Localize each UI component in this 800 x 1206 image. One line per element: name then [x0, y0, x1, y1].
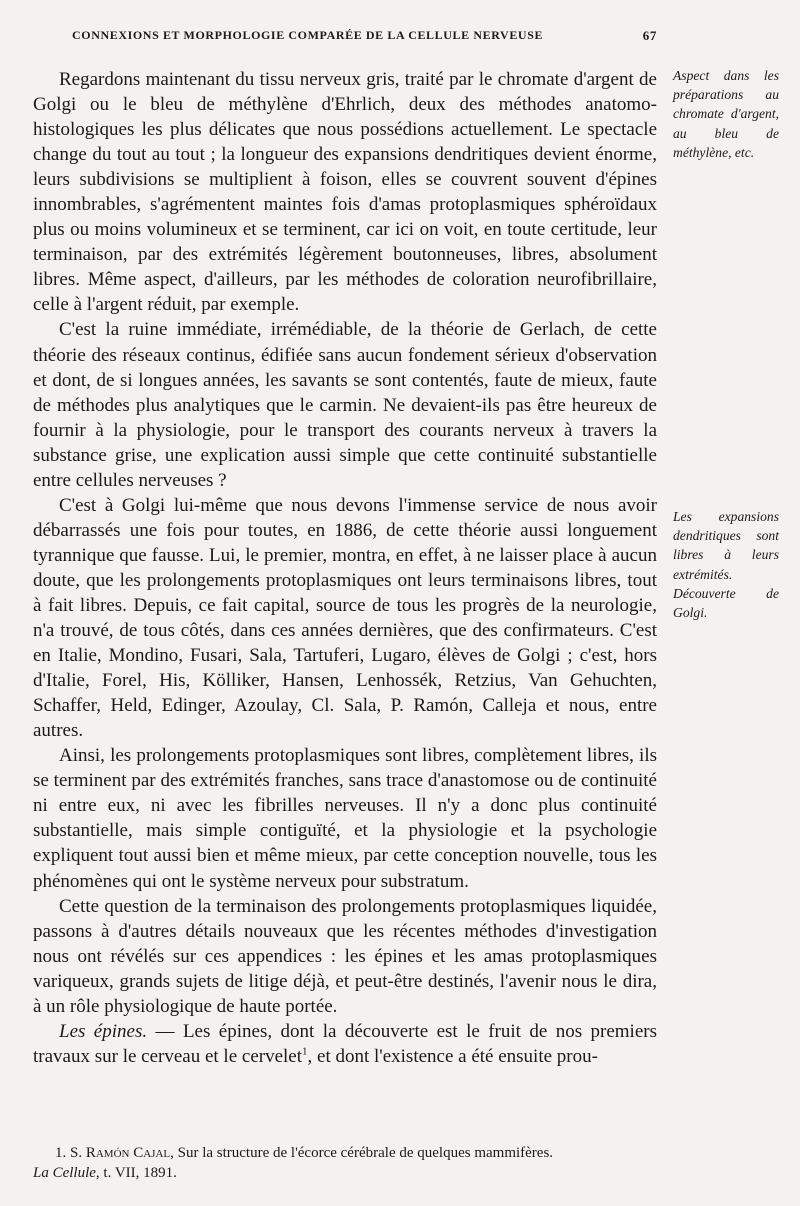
footnote-details: , t. VII, 1891.: [95, 1165, 177, 1181]
margin-note-2: Les expansions dendritiques sont libres à leurs extrémités. Découverte de Golgi.: [673, 509, 779, 621]
footnote: [33, 1143, 657, 1183]
footnote-author: S. Ramón Cajal: [70, 1145, 171, 1161]
running-title: CONNEXIONS ET MORPHOLOGIE COMPARÉE DE LA CELLULE NERVEUSE: [72, 28, 544, 42]
running-head: [72, 28, 657, 48]
body-text: [33, 67, 657, 1069]
paragraph-6: [33, 1019, 657, 1069]
footnote-line-1: [33, 1143, 657, 1163]
section-lead: Les épines.: [59, 1020, 148, 1042]
paragraph-5: Cette question de la terminaison des prolongements protoplasmiques liquidée, passons à d'autres détails nouveaux que les récentes méthodes d'investigation nous ont révélés sur ces appendices : les épines et les amas protoplasmiques variqueux, grands sujets de litige déjà, et peut-être destinés, l'avenir nous le dira, à un rôle physiologique de haute portée.: [33, 895, 657, 1017]
footnote-number: 1.: [55, 1145, 67, 1161]
footnote-reference[interactable]: 1: [302, 1045, 308, 1058]
page-number: 67: [642, 28, 657, 43]
paragraph-1: Regardons maintenant du tissu nerveux gris, traité par le chromate d'argent de Golgi ou le bleu de méthylène d'Ehrlich, deux des méthodes anatomo-histologiques les plus délicates que nous possédions actuellement. Le spectacle change du tout au tout ; la longueur des expansions dendritiques devient énorme, leurs subdivisions se multiplient à foison, elles se couvrent souvent d'épines innombrables, s'agrémentent maintes fois d'amas protoplasmiques sphéroïdaux plus ou moins volumineux et se terminent, car ici on voit, en toute certitude, leur terminaison, par des extrémités légèrement boutonneuses, libres, absolument libres. Même aspect, d'ailleurs, par les méthodes de coloration neurofibrillaire, celle à l'argent réduit, par exemple.: [33, 69, 657, 316]
paragraph-4: Ainsi, les prolongements protoplasmiques sont libres, complètement libres, ils se terminent par des extrémités franches, sans trace d'anastomose ou de continuité ni entre eux, ni avec les fibrilles nerveuses. Il n'y a donc plus continuité substantielle, mais simple contiguïté, et la physiologie et la psychologie expliquent tout aussi bien et même mieux, par cette conception nouvelle, tous les phénomènes qui ont le système nerveux pour substratum.: [33, 745, 657, 892]
paragraph-6-text: — Les épines, dont la découverte est le fruit de nos premiers travaux sur le cerveau et le cervelet: [33, 1020, 657, 1067]
paragraph-3: C'est à Golgi lui-même que nous devons l'immense service de nous avoir débarrassés une fois pour toutes, en 1886, de cette théorie aussi longuement tyrannique que fausse. Lui, le premier, montra, en effet, à ne laisser place à aucun doute, que les prolongements protoplasmiques ont leurs terminaisons libres, tout à fait libres. Depuis, ce fait capital, source de tous les progrès de la neurologie, n'a trouvé, de tous côtés, dans ces années dernières, que des confirmateurs. C'est en Italie, Mondino, Fusari, Sala, Tartuferi, Lugaro, élèves de Golgi ; c'est, hors d'Italie, Forel, His, Kölliker, Hansen, Lenhossék, Retzius, Van Gehuchten, Schaffer, Held, Edinger, Azoulay, Cl. Sala, P. Ramón, Calleja et nous, entre autres.: [33, 494, 657, 742]
paragraph-6-continuation: , et dont l'existence a été ensuite prou-: [307, 1045, 598, 1067]
footnote-line-2: [33, 1163, 657, 1183]
footnote-journal: La Cellule: [33, 1165, 96, 1181]
paragraph-2: C'est la ruine immédiate, irrémédiable, de la théorie de Gerlach, de cette théorie des réseaux continus, édifiée sans aucun fondement sérieux d'observation et dont, de si longues années, les savants se sont contentés, faute de mieux, faute de méthodes plus analytiques que le carmin. Ne devaient-ils pas être heureux de fournir à la physiologie, pour le transport des courants nerveux à travers la substance grise, une explication aussi simple que cette continuité substantielle entre cellules nerveuses ?: [33, 319, 657, 491]
margin-note-1: Aspect dans les préparations au chromate d'argent, au bleu de méthylène, etc.: [673, 68, 779, 160]
footnote-title: , Sur la structure de l'écorce cérébrale de quelques mammifères.: [170, 1145, 554, 1161]
